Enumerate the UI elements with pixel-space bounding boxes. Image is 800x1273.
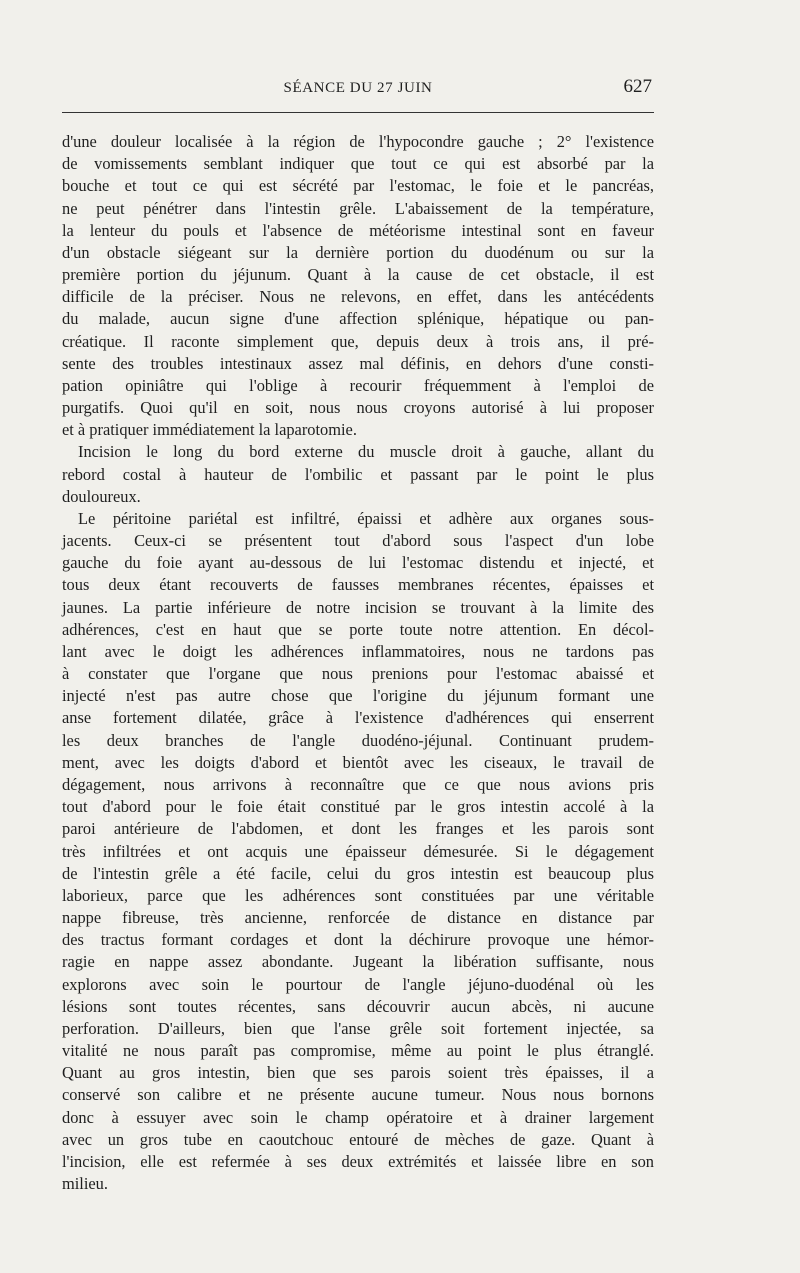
- text-line: très infiltrées et ont acquis une épaisseur démesurée. Si le dégagement: [62, 841, 654, 861]
- text-line: difficile de la préciser. Nous ne relevons, en effet, dans les antécédents: [62, 287, 654, 307]
- text-line: l'incision, elle est refermée à ses deux extrémités et laissée libre en son: [62, 1151, 654, 1171]
- text-line: première portion du jéjunum. Quant à la cause de cet obstacle, il est: [62, 265, 654, 285]
- text-line: laborieux, parce que les adhérences sont constituées par une véritable: [62, 885, 654, 905]
- text-line: explorons avec soin le pourtour de l'angle jéjuno-duodénal où les: [62, 974, 654, 994]
- text-line: tous deux étant recouverts de fausses membranes récentes, épaisses et: [62, 575, 654, 595]
- text-line: tout d'abord pour le foie était constitué par le gros intestin accolé à la: [62, 797, 654, 817]
- text-line: jacents. Ceux-ci se présentent tout d'abord sous l'aspect d'un lobe: [62, 531, 654, 551]
- text-line: lant avec le doigt les adhérences inflammatoires, nous ne tardons pas: [62, 641, 654, 661]
- text-line: gauche du foie ayant au-dessous de lui l'estomac distendu et injecté, et: [62, 553, 654, 573]
- text-line: perforation. D'ailleurs, bien que l'anse grêle soit fortement injectée, sa: [62, 1018, 654, 1038]
- paragraph: [62, 508, 654, 1195]
- text-line: du malade, aucun signe d'une affection splénique, hépatique ou pan-: [62, 309, 654, 329]
- page-header: [62, 76, 654, 100]
- text-line: nappe fibreuse, très ancienne, renforcée de distance en distance par: [62, 908, 654, 928]
- header-rule: [62, 112, 654, 113]
- text-line: ragie en nappe assez abondante. Jugeant la libération suffisante, nous: [62, 952, 654, 972]
- text-line: bouche et tout ce qui est sécrété par l'estomac, le foie et le pancréas,: [62, 176, 654, 196]
- paragraph: [62, 441, 654, 508]
- text-line: anse fortement dilatée, grâce à l'existence d'adhérences qui enserrent: [62, 708, 654, 728]
- text-line: Incision le long du bord externe du muscle droit à gauche, allant du: [78, 442, 654, 462]
- text-line: et à pratiquer immédiatement la laparotomie.: [62, 420, 357, 440]
- text-line: injecté n'est pas autre chose que l'origine du jéjunum formant une: [62, 686, 654, 706]
- text-line: d'une douleur localisée à la région de l'hypocondre gauche ; 2° l'existence: [62, 132, 654, 151]
- text-line: purgatifs. Quoi qu'il en soit, nous nous croyons autorisé à lui proposer: [62, 398, 654, 418]
- body-text: [62, 131, 654, 1195]
- text-line: les deux branches de l'angle duodéno-jéjunal. Continuant prudem-: [62, 730, 654, 750]
- text-line: rebord costal à hauteur de l'ombilic et passant par le point le plus: [62, 464, 654, 484]
- text-line: Le péritoine pariétal est infiltré, épaissi et adhère aux organes sous-: [78, 508, 654, 528]
- text-line: de vomissements semblant indiquer que tout ce qui est absorbé par la: [62, 154, 654, 174]
- text-line: milieu.: [62, 1174, 108, 1194]
- text-line: dégagement, nous arrivons à reconnaître que ce que nous avions pris: [62, 774, 654, 794]
- text-line: douloureux.: [62, 486, 141, 506]
- text-line: créatique. Il raconte simplement que, depuis deux à trois ans, il pré-: [62, 331, 654, 351]
- text-line: conservé son calibre et ne présente aucune tumeur. Nous nous bornons: [62, 1085, 654, 1105]
- text-line: de l'intestin grêle a été facile, celui du gros intestin est beaucoup plus: [62, 863, 654, 883]
- text-line: adhérences, c'est en haut que se porte toute notre attention. En décol-: [62, 619, 654, 639]
- text-line: des tractus formant cordages et dont la déchirure provoque une hémor-: [62, 930, 654, 950]
- text-line: avec un gros tube en caoutchouc entouré de mèches de gaze. Quant à: [62, 1129, 654, 1149]
- text-line: paroi antérieure de l'abdomen, et dont les franges et les parois sont: [62, 819, 654, 839]
- text-line: à constater que l'organe que nous prenions pour l'estomac abaissé et: [62, 664, 654, 684]
- text-line: jaunes. La partie inférieure de notre incision se trouvant à la limite des: [62, 597, 654, 617]
- text-line: sente des troubles intestinaux assez mal définis, en dehors d'une consti-: [62, 353, 654, 373]
- text-line: lésions sont toutes récentes, sans découvrir aucun abcès, ni aucune: [62, 996, 654, 1016]
- text-line: vitalité ne nous paraît pas compromise, même au point le plus étranglé.: [62, 1041, 654, 1061]
- paragraph: [62, 131, 654, 441]
- page-number: 627: [623, 76, 652, 97]
- running-head: SÉANCE DU 27 JUIN: [283, 80, 433, 96]
- text-line: la lenteur du pouls et l'absence de météorisme intestinal sont en faveur: [62, 220, 654, 240]
- text-line: Quant au gros intestin, bien que ses parois soient très épaisses, il a: [62, 1063, 654, 1083]
- text-line: pation opiniâtre qui l'oblige à recourir fréquemment à l'emploi de: [62, 375, 654, 395]
- text-line: d'un obstacle siégeant sur la dernière portion du duodénum ou sur la: [62, 242, 654, 262]
- text-line: donc à essuyer avec soin le champ opératoire et à drainer largement: [62, 1107, 654, 1127]
- text-line: ment, avec les doigts d'abord et bientôt avec les ciseaux, le travail de: [62, 752, 654, 772]
- text-line: ne peut pénétrer dans l'intestin grêle. L'abaissement de la température,: [62, 198, 654, 218]
